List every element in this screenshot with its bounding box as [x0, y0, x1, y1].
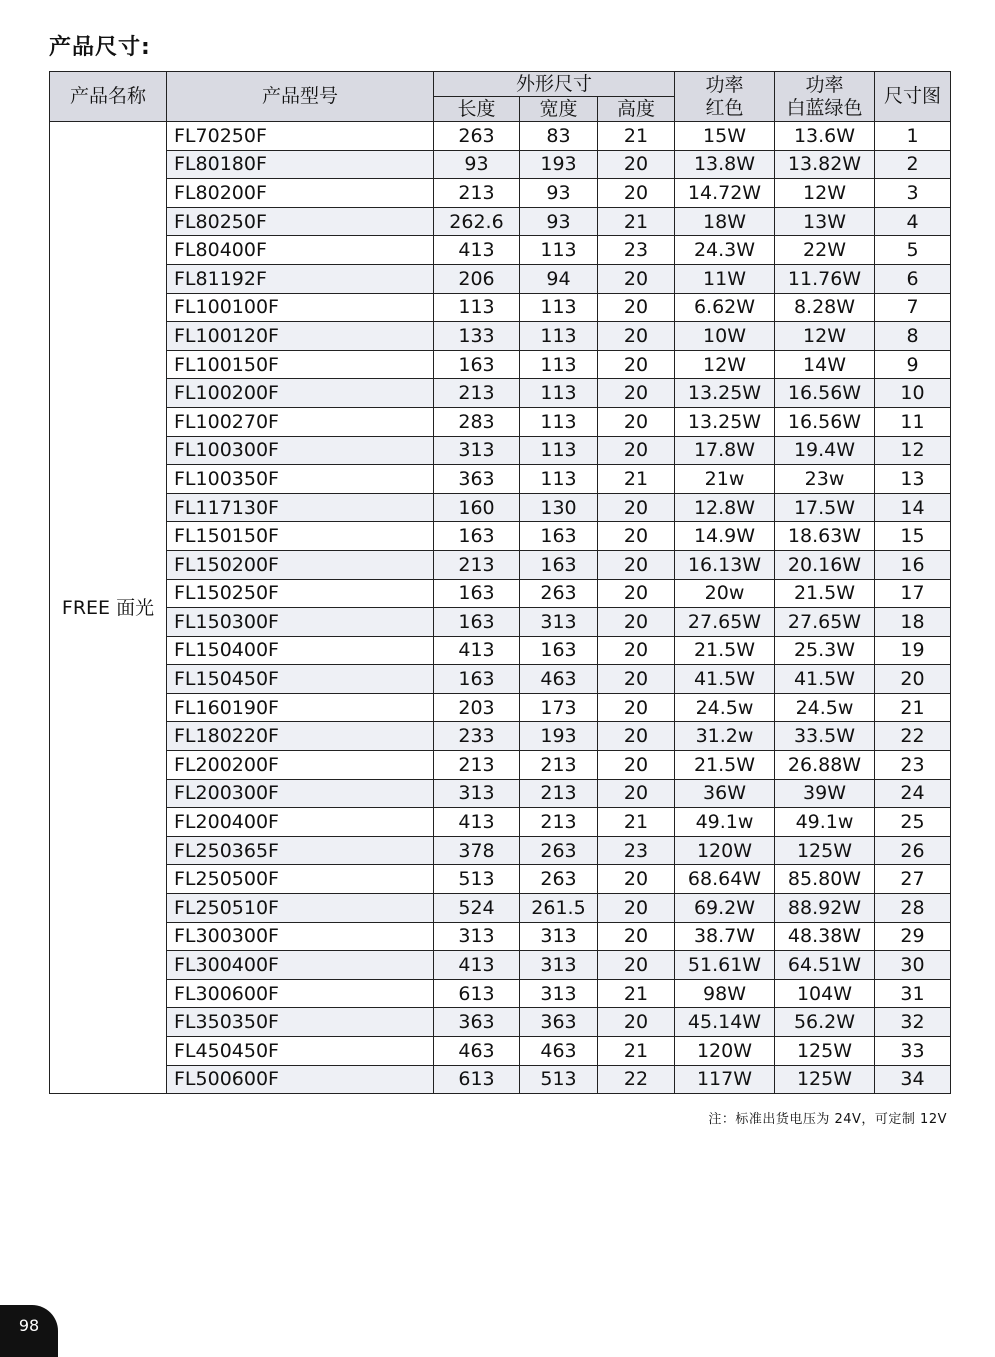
power-rgb-cell: 26.88W — [775, 751, 875, 780]
model-cell: FL150200F — [167, 550, 434, 579]
width-cell: 261.5 — [520, 894, 598, 923]
drawing-number-cell: 8 — [875, 322, 951, 351]
drawing-number-cell: 19 — [875, 636, 951, 665]
model-cell: FL200300F — [167, 779, 434, 808]
width-cell: 163 — [520, 636, 598, 665]
model-cell: FL160190F — [167, 693, 434, 722]
table-row — [50, 894, 951, 923]
length-cell: 463 — [434, 1037, 520, 1066]
table-row — [50, 1065, 951, 1094]
length-cell: 413 — [434, 636, 520, 665]
power-red-cell: 120W — [675, 836, 775, 865]
table-row — [50, 493, 951, 522]
table-row — [50, 665, 951, 694]
width-cell: 113 — [520, 350, 598, 379]
length-cell: 213 — [434, 379, 520, 408]
header-dimensions: 外形尺寸 — [434, 72, 675, 97]
table-row — [50, 693, 951, 722]
table-row — [50, 264, 951, 293]
height-cell: 20 — [598, 636, 675, 665]
power-red-cell: 20w — [675, 579, 775, 608]
length-cell: 524 — [434, 894, 520, 923]
height-cell: 23 — [598, 836, 675, 865]
length-cell: 160 — [434, 493, 520, 522]
power-red-cell: 11W — [675, 264, 775, 293]
length-cell: 163 — [434, 608, 520, 637]
drawing-number-cell: 5 — [875, 236, 951, 265]
length-cell: 163 — [434, 350, 520, 379]
table-row — [50, 436, 951, 465]
power-red-cell: 24.5w — [675, 693, 775, 722]
drawing-number-cell: 27 — [875, 865, 951, 894]
power-rgb-cell: 88.92W — [775, 894, 875, 923]
power-red-cell: 13.25W — [675, 407, 775, 436]
height-cell: 20 — [598, 1008, 675, 1037]
power-red-cell: 14.9W — [675, 522, 775, 551]
model-cell: FL200200F — [167, 751, 434, 780]
power-rgb-cell: 56.2W — [775, 1008, 875, 1037]
power-rgb-cell: 27.65W — [775, 608, 875, 637]
height-cell: 20 — [598, 293, 675, 322]
width-cell: 263 — [520, 865, 598, 894]
power-red-cell: 10W — [675, 322, 775, 351]
height-cell: 20 — [598, 579, 675, 608]
length-cell: 413 — [434, 808, 520, 837]
model-cell: FL250500F — [167, 865, 434, 894]
power-rgb-cell: 20.16W — [775, 550, 875, 579]
table-row — [50, 407, 951, 436]
power-rgb-cell: 24.5w — [775, 693, 875, 722]
header-power-rgb-line1: 功率 — [805, 73, 844, 96]
table-row — [50, 179, 951, 208]
table-body — [50, 122, 951, 1094]
power-red-cell: 117W — [675, 1065, 775, 1094]
width-cell: 130 — [520, 493, 598, 522]
page-title: 产品尺寸: — [49, 35, 151, 60]
drawing-number-cell: 3 — [875, 179, 951, 208]
table-row — [50, 579, 951, 608]
length-cell: 363 — [434, 465, 520, 494]
power-rgb-cell: 64.51W — [775, 951, 875, 980]
table-row — [50, 779, 951, 808]
table-row — [50, 236, 951, 265]
power-red-cell: 6.62W — [675, 293, 775, 322]
power-rgb-cell: 12W — [775, 179, 875, 208]
power-rgb-cell: 25.3W — [775, 636, 875, 665]
power-rgb-cell: 85.80W — [775, 865, 875, 894]
model-cell: FL70250F — [167, 122, 434, 151]
model-cell: FL150250F — [167, 579, 434, 608]
power-red-cell: 12.8W — [675, 493, 775, 522]
model-cell: FL100120F — [167, 322, 434, 351]
power-red-cell: 98W — [675, 979, 775, 1008]
model-cell: FL80180F — [167, 150, 434, 179]
power-rgb-cell: 13.82W — [775, 150, 875, 179]
length-cell: 613 — [434, 1065, 520, 1094]
height-cell: 20 — [598, 150, 675, 179]
power-rgb-cell: 19.4W — [775, 436, 875, 465]
width-cell: 113 — [520, 379, 598, 408]
length-cell: 163 — [434, 665, 520, 694]
model-cell: FL150400F — [167, 636, 434, 665]
power-red-cell: 15W — [675, 122, 775, 151]
voltage-note: 注：标准出货电压为 24V，可定制 12V — [708, 1112, 947, 1127]
height-cell: 20 — [598, 179, 675, 208]
drawing-number-cell: 7 — [875, 293, 951, 322]
power-rgb-cell: 125W — [775, 1037, 875, 1066]
length-cell: 413 — [434, 236, 520, 265]
length-cell: 363 — [434, 1008, 520, 1037]
power-rgb-cell: 16.56W — [775, 379, 875, 408]
power-red-cell: 69.2W — [675, 894, 775, 923]
height-cell: 20 — [598, 493, 675, 522]
power-rgb-cell: 39W — [775, 779, 875, 808]
model-cell: FL150450F — [167, 665, 434, 694]
height-cell: 20 — [598, 665, 675, 694]
table-row — [50, 150, 951, 179]
model-cell: FL80400F — [167, 236, 434, 265]
height-cell: 20 — [598, 779, 675, 808]
power-red-cell: 68.64W — [675, 865, 775, 894]
length-cell: 213 — [434, 751, 520, 780]
drawing-number-cell: 21 — [875, 693, 951, 722]
table-row — [50, 465, 951, 494]
drawing-number-cell: 2 — [875, 150, 951, 179]
height-cell: 20 — [598, 550, 675, 579]
table-row — [50, 608, 951, 637]
drawing-number-cell: 33 — [875, 1037, 951, 1066]
header-height: 高度 — [598, 97, 675, 122]
width-cell: 313 — [520, 979, 598, 1008]
model-cell: FL100150F — [167, 350, 434, 379]
power-rgb-cell: 23w — [775, 465, 875, 494]
model-cell: FL180220F — [167, 722, 434, 751]
drawing-number-cell: 16 — [875, 550, 951, 579]
length-cell: 163 — [434, 522, 520, 551]
drawing-number-cell: 10 — [875, 379, 951, 408]
table-row — [50, 122, 951, 151]
drawing-number-cell: 30 — [875, 951, 951, 980]
power-rgb-cell: 18.63W — [775, 522, 875, 551]
header-power-red-line2: 红色 — [705, 96, 744, 119]
width-cell: 313 — [520, 608, 598, 637]
height-cell: 21 — [598, 808, 675, 837]
power-rgb-cell: 41.5W — [775, 665, 875, 694]
power-rgb-cell: 22W — [775, 236, 875, 265]
power-rgb-cell: 48.38W — [775, 922, 875, 951]
table-row — [50, 379, 951, 408]
width-cell: 213 — [520, 751, 598, 780]
table-row — [50, 636, 951, 665]
power-rgb-cell: 14W — [775, 350, 875, 379]
model-cell: FL80200F — [167, 179, 434, 208]
width-cell: 263 — [520, 579, 598, 608]
model-cell: FL100350F — [167, 465, 434, 494]
length-cell: 133 — [434, 322, 520, 351]
height-cell: 23 — [598, 236, 675, 265]
power-red-cell: 24.3W — [675, 236, 775, 265]
power-rgb-cell: 13.6W — [775, 122, 875, 151]
width-cell: 363 — [520, 1008, 598, 1037]
power-red-cell: 31.2w — [675, 722, 775, 751]
table-row — [50, 293, 951, 322]
power-red-cell: 120W — [675, 1037, 775, 1066]
table-row — [50, 751, 951, 780]
power-rgb-cell: 104W — [775, 979, 875, 1008]
width-cell: 113 — [520, 322, 598, 351]
length-cell: 283 — [434, 407, 520, 436]
power-red-cell: 36W — [675, 779, 775, 808]
height-cell: 21 — [598, 979, 675, 1008]
header-product-model: 产品型号 — [167, 72, 434, 122]
drawing-number-cell: 4 — [875, 207, 951, 236]
model-cell: FL80250F — [167, 207, 434, 236]
drawing-number-cell: 15 — [875, 522, 951, 551]
width-cell: 113 — [520, 293, 598, 322]
width-cell: 93 — [520, 207, 598, 236]
model-cell: FL300300F — [167, 922, 434, 951]
power-red-cell: 13.8W — [675, 150, 775, 179]
drawing-number-cell: 12 — [875, 436, 951, 465]
length-cell: 313 — [434, 922, 520, 951]
model-cell: FL150300F — [167, 608, 434, 637]
power-red-cell: 21w — [675, 465, 775, 494]
power-red-cell: 41.5W — [675, 665, 775, 694]
height-cell: 20 — [598, 865, 675, 894]
drawing-number-cell: 9 — [875, 350, 951, 379]
drawing-number-cell: 24 — [875, 779, 951, 808]
header-power-red — [675, 72, 775, 122]
model-cell: FL100100F — [167, 293, 434, 322]
height-cell: 21 — [598, 207, 675, 236]
table-row — [50, 1008, 951, 1037]
length-cell: 313 — [434, 779, 520, 808]
width-cell: 93 — [520, 179, 598, 208]
model-cell: FL250510F — [167, 894, 434, 923]
power-rgb-cell: 13W — [775, 207, 875, 236]
height-cell: 20 — [598, 894, 675, 923]
power-rgb-cell: 8.28W — [775, 293, 875, 322]
height-cell: 20 — [598, 322, 675, 351]
length-cell: 263 — [434, 122, 520, 151]
width-cell: 313 — [520, 922, 598, 951]
power-rgb-cell: 12W — [775, 322, 875, 351]
length-cell: 313 — [434, 436, 520, 465]
table-row — [50, 922, 951, 951]
power-red-cell: 18W — [675, 207, 775, 236]
power-rgb-cell: 17.5W — [775, 493, 875, 522]
power-red-cell: 14.72W — [675, 179, 775, 208]
drawing-number-cell: 32 — [875, 1008, 951, 1037]
width-cell: 463 — [520, 665, 598, 694]
product-size-table — [49, 71, 951, 1094]
power-red-cell: 16.13W — [675, 550, 775, 579]
length-cell: 613 — [434, 979, 520, 1008]
power-red-cell: 21.5W — [675, 636, 775, 665]
power-red-cell: 13.25W — [675, 379, 775, 408]
width-cell: 113 — [520, 436, 598, 465]
power-rgb-cell: 125W — [775, 836, 875, 865]
height-cell: 20 — [598, 264, 675, 293]
header-product-name: 产品名称 — [50, 72, 167, 122]
power-red-cell: 49.1w — [675, 808, 775, 837]
power-red-cell: 45.14W — [675, 1008, 775, 1037]
length-cell: 206 — [434, 264, 520, 293]
width-cell: 94 — [520, 264, 598, 293]
table-row — [50, 322, 951, 351]
power-rgb-cell: 125W — [775, 1065, 875, 1094]
height-cell: 20 — [598, 436, 675, 465]
power-rgb-cell: 21.5W — [775, 579, 875, 608]
drawing-number-cell: 34 — [875, 1065, 951, 1094]
drawing-number-cell: 28 — [875, 894, 951, 923]
drawing-number-cell: 13 — [875, 465, 951, 494]
power-rgb-cell: 16.56W — [775, 407, 875, 436]
header-power-red-line1: 功率 — [705, 73, 744, 96]
length-cell: 113 — [434, 293, 520, 322]
drawing-number-cell: 22 — [875, 722, 951, 751]
table-row — [50, 550, 951, 579]
width-cell: 513 — [520, 1065, 598, 1094]
page-number: 98 — [18, 1316, 40, 1335]
power-red-cell: 38.7W — [675, 922, 775, 951]
model-cell: FL150150F — [167, 522, 434, 551]
height-cell: 20 — [598, 693, 675, 722]
drawing-number-cell: 6 — [875, 264, 951, 293]
power-red-cell: 27.65W — [675, 608, 775, 637]
table-row — [50, 979, 951, 1008]
width-cell: 83 — [520, 122, 598, 151]
table-row — [50, 808, 951, 837]
width-cell: 163 — [520, 522, 598, 551]
table-row — [50, 1037, 951, 1066]
length-cell: 93 — [434, 150, 520, 179]
power-rgb-cell: 33.5W — [775, 722, 875, 751]
length-cell: 213 — [434, 179, 520, 208]
height-cell: 20 — [598, 922, 675, 951]
height-cell: 20 — [598, 751, 675, 780]
header-power-rgb — [775, 72, 875, 122]
length-cell: 213 — [434, 550, 520, 579]
header-power-rgb-line2: 白蓝绿色 — [786, 96, 863, 119]
height-cell: 20 — [598, 350, 675, 379]
drawing-number-cell: 17 — [875, 579, 951, 608]
power-red-cell: 17.8W — [675, 436, 775, 465]
power-rgb-cell: 11.76W — [775, 264, 875, 293]
width-cell: 213 — [520, 779, 598, 808]
drawing-number-cell: 31 — [875, 979, 951, 1008]
width-cell: 163 — [520, 550, 598, 579]
header-size-drawing: 尺寸图 — [875, 72, 951, 122]
drawing-number-cell: 25 — [875, 808, 951, 837]
width-cell: 193 — [520, 150, 598, 179]
height-cell: 22 — [598, 1065, 675, 1094]
model-cell: FL81192F — [167, 264, 434, 293]
table-row — [50, 836, 951, 865]
power-red-cell: 12W — [675, 350, 775, 379]
height-cell: 20 — [598, 722, 675, 751]
width-cell: 173 — [520, 693, 598, 722]
product-name-cell: FREE 面光 — [50, 122, 167, 1094]
length-cell: 203 — [434, 693, 520, 722]
table-row — [50, 951, 951, 980]
drawing-number-cell: 26 — [875, 836, 951, 865]
height-cell: 20 — [598, 522, 675, 551]
table-row — [50, 522, 951, 551]
model-cell: FL250365F — [167, 836, 434, 865]
drawing-number-cell: 23 — [875, 751, 951, 780]
height-cell: 21 — [598, 465, 675, 494]
drawing-number-cell: 1 — [875, 122, 951, 151]
length-cell: 163 — [434, 579, 520, 608]
table-row — [50, 865, 951, 894]
height-cell: 20 — [598, 951, 675, 980]
height-cell: 20 — [598, 379, 675, 408]
height-cell: 20 — [598, 608, 675, 637]
power-red-cell: 21.5W — [675, 751, 775, 780]
drawing-number-cell: 11 — [875, 407, 951, 436]
model-cell: FL100270F — [167, 407, 434, 436]
model-cell: FL100200F — [167, 379, 434, 408]
table-row — [50, 722, 951, 751]
width-cell: 193 — [520, 722, 598, 751]
model-cell: FL300400F — [167, 951, 434, 980]
width-cell: 313 — [520, 951, 598, 980]
power-red-cell: 51.61W — [675, 951, 775, 980]
drawing-number-cell: 20 — [875, 665, 951, 694]
header-length: 长度 — [434, 97, 520, 122]
length-cell: 378 — [434, 836, 520, 865]
length-cell: 513 — [434, 865, 520, 894]
length-cell: 413 — [434, 951, 520, 980]
drawing-number-cell: 29 — [875, 922, 951, 951]
drawing-number-cell: 18 — [875, 608, 951, 637]
height-cell: 20 — [598, 407, 675, 436]
length-cell: 262.6 — [434, 207, 520, 236]
header-width: 宽度 — [520, 97, 598, 122]
width-cell: 113 — [520, 407, 598, 436]
width-cell: 113 — [520, 465, 598, 494]
model-cell: FL200400F — [167, 808, 434, 837]
length-cell: 233 — [434, 722, 520, 751]
model-cell: FL500600F — [167, 1065, 434, 1094]
height-cell: 21 — [598, 122, 675, 151]
width-cell: 113 — [520, 236, 598, 265]
height-cell: 21 — [598, 1037, 675, 1066]
width-cell: 263 — [520, 836, 598, 865]
width-cell: 463 — [520, 1037, 598, 1066]
model-cell: FL100300F — [167, 436, 434, 465]
power-rgb-cell: 49.1w — [775, 808, 875, 837]
width-cell: 213 — [520, 808, 598, 837]
table-row — [50, 350, 951, 379]
model-cell: FL117130F — [167, 493, 434, 522]
table-row — [50, 207, 951, 236]
model-cell: FL350350F — [167, 1008, 434, 1037]
model-cell: FL450450F — [167, 1037, 434, 1066]
drawing-number-cell: 14 — [875, 493, 951, 522]
model-cell: FL300600F — [167, 979, 434, 1008]
